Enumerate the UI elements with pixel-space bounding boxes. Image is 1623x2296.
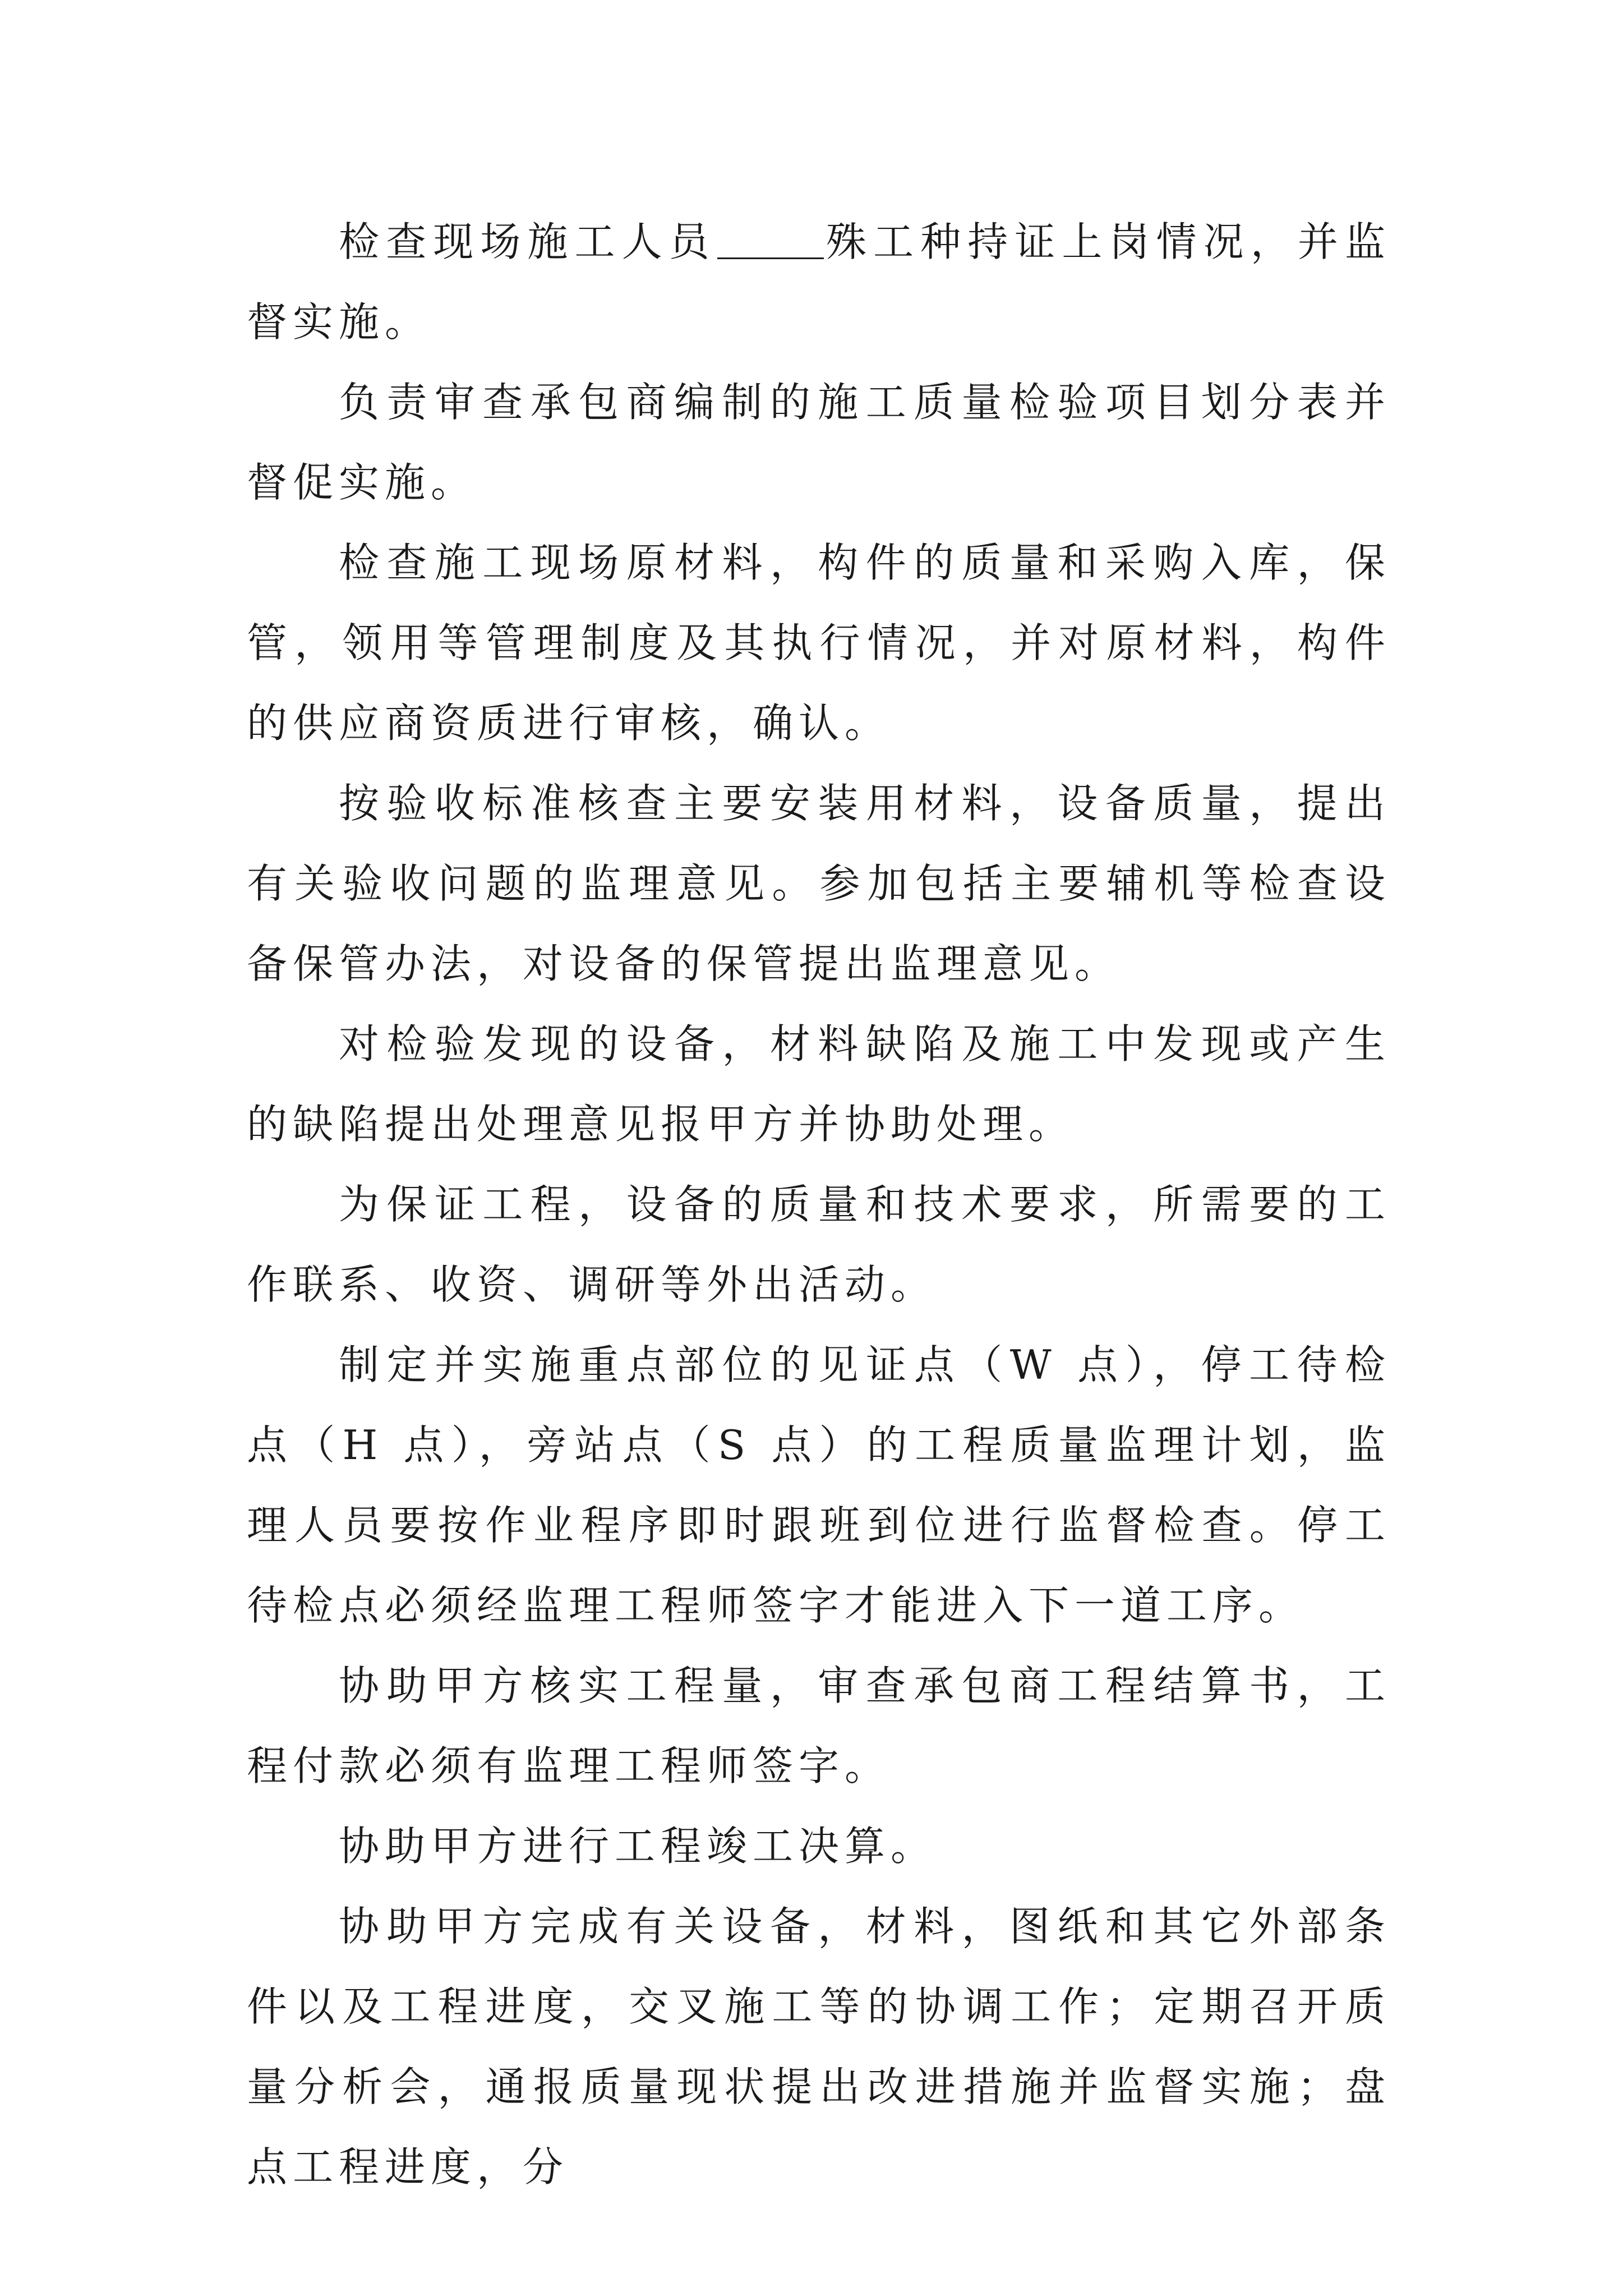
paragraph-6: 为保证工程，设备的质量和技术要求，所需要的工作联系、收资、调研等外出活动。: [247, 1181, 1391, 1308]
paragraph-5: 对检验发现的设备，材料缺陷及施工中发现或产生的缺陷提出处理意见报甲方并协助处理。: [247, 1020, 1391, 1148]
paragraph-1-text-end: 殊工种持证上岗情况，并监督实施。: [247, 218, 1391, 346]
paragraph-2: 负责审查承包商编制的施工质量检验项目划分表并督促实施。: [247, 379, 1391, 506]
document-body: [247, 202, 1391, 2207]
paragraph-8: 协助甲方核实工程量，审查承包商工程结算书，工程付款必须有监理工程师签字。: [247, 1662, 1391, 1789]
paragraph-10: 协助甲方完成有关设备，材料，图纸和其它外部条件以及工程进度，交叉施工等的协调工作；定期召开质量分析会，通报质量现状提出改进措施并监督实施；盘点工程进度，分: [247, 1903, 1391, 2191]
fill-in-blank: [717, 217, 824, 259]
paragraph-1: [247, 202, 1391, 362]
paragraph-3: 检查施工现场原材料，构件的质量和采购入库，保管，领用等管理制度及其执行情况，并对原材料，构件的供应商资质进行审核，确认。: [247, 539, 1391, 747]
paragraph-1-text-start: 检查现场施工人员: [339, 218, 716, 265]
paragraph-9: 协助甲方进行工程竣工决算。: [339, 1823, 937, 1870]
paragraph-4: 按验收标准核查主要安装用材料，设备质量，提出有关验收问题的监理意见。参加包括主要辅机等检查设备保管办法，对设备的保管提出监理意见。: [247, 780, 1391, 987]
paragraph-7: 制定并实施重点部位的见证点（W 点），停工待检点（H 点），旁站点（S 点）的工程质量监理计划，监理人员要按作业程序即时跟班到位进行监督检查。停工待检点必须经监理工程师签字才能进入下一道工序。: [247, 1341, 1391, 1629]
